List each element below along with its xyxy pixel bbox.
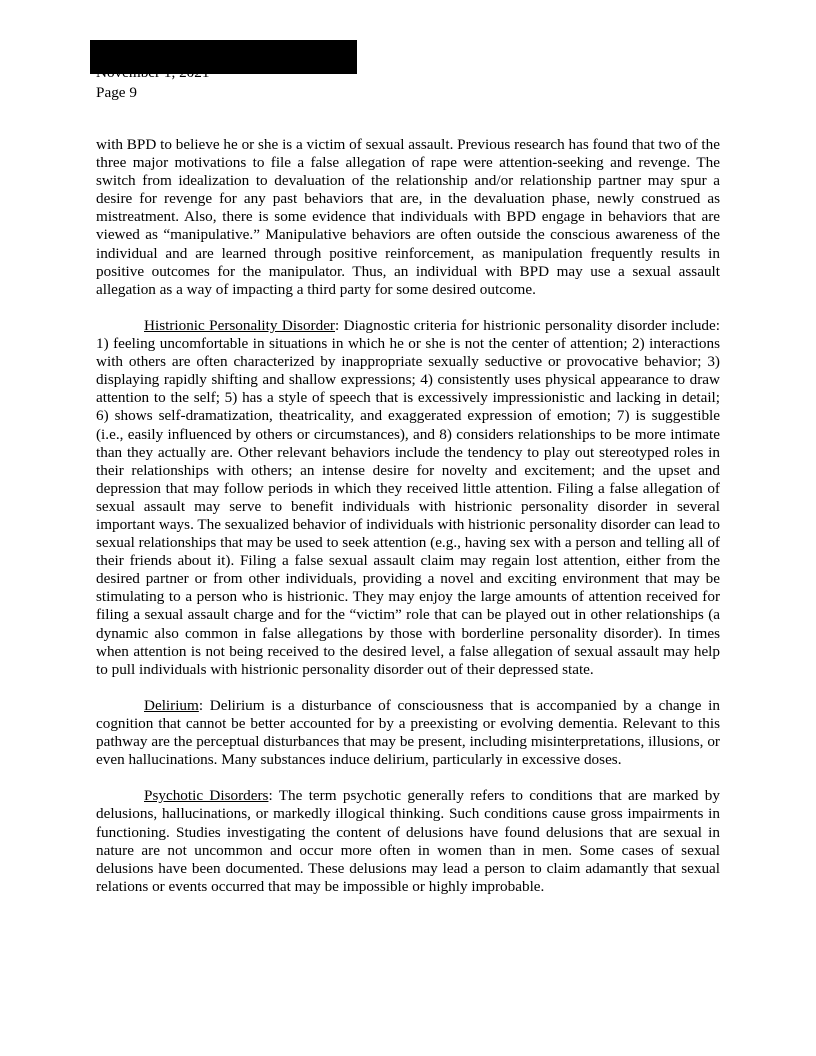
redaction-bar: [90, 40, 357, 74]
paragraph-text: : Diagnostic criteria for histrionic personality disorder include: 1) feeling uncomfortable in situations in which he or she is not the center of attention; 2) interactions with others are often characterized by inappropriate sexually seductive or provocative behavior; 3) displaying rapidly shifting and shallow expressions; 4) consistently uses physical appearance to draw attention to the self; 5) has a style of speech that is excessively impressionistic and lacking in detail; 6) shows self-dramatization, theatricality, and exaggerated expression of emotion; 7) is suggestible (i.e., easily influenced by others or circumstances), and 8) considers relationships to be more intimate than they actually are. Other relevant behaviors include the tendency to play out stereotyped roles in their relationships with others; an intense desire for novelty and excitement; and the upset and depression that may follow periods in which they received little attention. Filing a false allegation of sexual assault may serve to benefit individuals with histrionic personality disorder in several important ways. The sexualized behavior of individuals with histrionic personality disorder can lead to sexual relationships that may be used to seek attention (e.g., having sex with a person and telling all of their friends about it). Filing a false sexual assault claim may regain lost attention, either from the desired partner or from other individuals, providing a novel and exciting environment that may be stimulating to a person who is histrionic. They may enjoy the large amounts of attention received for filing a sexual assault charge and for the “victim” role that can be played out in other relationships (a dynamic also common in false allegations by those with borderline personality disorder). In times when attention is not being received to the desired level, a false allegation of sexual assault may help to pull individuals with histrionic personality disorder out of their depressed state.: [96, 316, 720, 678]
paragraph-text: with BPD to believe he or she is a victim of sexual assault. Previous research has found that two of the three major motivations to file a false allegation of rape were attention-seeking and revenge. The switch from idealization to devaluation of the relationship and/or relationship partner may spur a desire for revenge for any past behaviors that are, in the devaluation phase, newly construed as mistreatment. Also, there is some evidence that individuals with BPD engage in behaviors that are viewed as “manipulative.” Manipulative behaviors are often outside the conscious awareness of the individual and are learned through positive reinforcement, as manipulation frequently results in positive outcomes for the manipulator. Thus, an individual with BPD may use a sexual assault allegation as a way of impacting a third party for some desired outcome.: [96, 136, 720, 298]
section-heading-psychotic: Psychotic Disorders: [144, 787, 269, 805]
section-heading-histrionic: Histrionic Personality Disorder: [144, 316, 335, 334]
paragraph-psychotic: [96, 787, 720, 896]
paragraph-histrionic: [96, 317, 720, 679]
document-body: [96, 136, 720, 914]
paragraph-bpd-continuation: [96, 136, 720, 299]
paragraph-text: : The term psychotic generally refers to conditions that are marked by delusions, hallucinations, or markedly illogical thinking. Such conditions cause gross impairments in functioning. Studies investigating the content of delusions have found delusions that are sexual in nature are not uncommon and occur more often in women than in men. Some cases of sexual delusions have been documented. These delusions may lead a person to claim adamantly that sexual relations or events occurred that may be impossible or highly improbable.: [96, 787, 720, 895]
paragraph-delirium: [96, 697, 720, 769]
header-page-number: Page 9: [96, 84, 137, 101]
section-heading-delirium: Delirium: [144, 696, 199, 714]
paragraph-text: : Delirium is a disturbance of consciousness that is accompanied by a change in cognition that cannot be better accounted for by a preexisting or evolving dementia. Relevant to this pathway are the perceptual disturbances that may be present, including misinterpretations, illusions, or even hallucinations. Many substances induce delirium, particularly in excessive doses.: [96, 696, 720, 769]
